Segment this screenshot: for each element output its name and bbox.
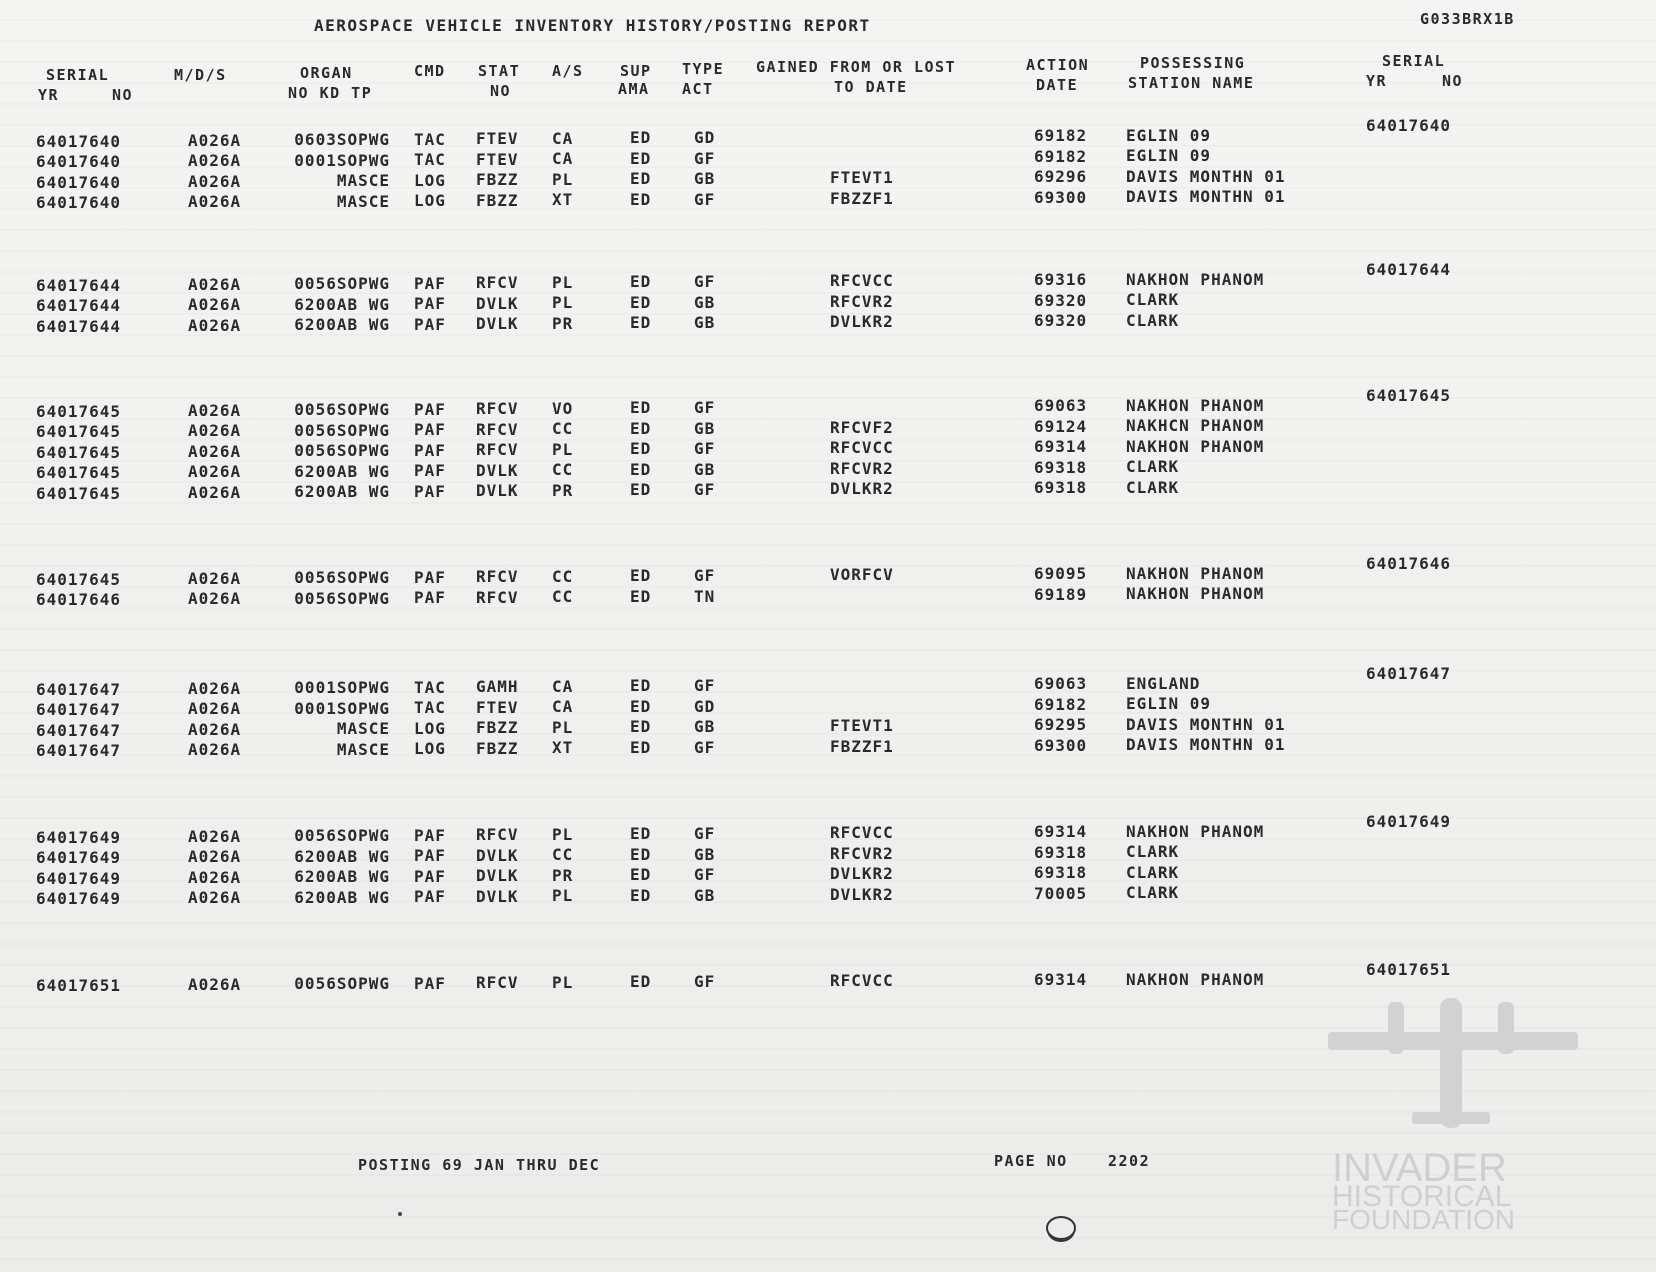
cell-action-date: 69314 <box>1034 437 1088 457</box>
header-serial-yr: YR <box>38 86 60 104</box>
invader-watermark <box>1318 990 1568 1235</box>
cell-cmd: LOG <box>414 191 446 211</box>
cell-type: GD <box>694 696 716 716</box>
cell-sup: ED <box>630 566 652 586</box>
cell-station: NAKHON PHANOM <box>1126 563 1265 583</box>
cell-stat: GAMH <box>476 677 519 697</box>
cell-organ: 0001SOPWG <box>294 698 390 718</box>
cell-mds: A026A <box>188 421 242 441</box>
cell-gained: FBZZF1 <box>830 188 894 208</box>
report-title: AEROSPACE VEHICLE INVENTORY HISTORY/POSTING REPORT <box>314 16 871 35</box>
cell-type: GF <box>694 148 716 168</box>
cell-stat: FBZZ <box>476 170 519 190</box>
cell-gained: RFCVCC <box>830 438 894 458</box>
cell-type: GB <box>694 459 716 479</box>
cell-cmd: PAF <box>414 273 446 293</box>
cell-organ: MASCE <box>336 739 390 759</box>
cell-organ: 6200AB WG <box>294 461 390 481</box>
cell-station: CLARK <box>1126 457 1180 477</box>
cell-serial: 64017646 <box>36 590 122 610</box>
cell-stat: DVLK <box>476 460 519 480</box>
cell-action-date: 69124 <box>1034 416 1088 436</box>
cell-gained: FTEVT1 <box>830 168 894 188</box>
cell-serial: 64017645 <box>36 401 122 421</box>
cell-cmd: LOG <box>414 718 446 738</box>
cell-as: PL <box>552 169 574 189</box>
cell-stat: DVLK <box>476 845 519 865</box>
cell-cmd: TAC <box>414 129 446 149</box>
watermark-line-3: FOUNDATION <box>1332 1204 1516 1235</box>
cell-sup: ED <box>630 169 652 189</box>
cell-mds: A026A <box>188 192 242 212</box>
cell-serial: 64017640 <box>36 131 122 151</box>
header-sup-ama: AMA <box>618 80 650 98</box>
punch-hole-mark <box>1044 1214 1078 1242</box>
header-type: TYPE <box>682 60 725 78</box>
cell-stat: DVLK <box>476 866 519 886</box>
header-serial: SERIAL <box>46 66 110 84</box>
cell-action-date: 69063 <box>1034 674 1088 694</box>
cell-organ: MASCE <box>336 191 390 211</box>
cell-action-date: 69295 <box>1034 715 1088 735</box>
cell-as: PR <box>552 865 574 885</box>
header-as: A/S <box>552 62 584 80</box>
cell-action-date: 69189 <box>1034 584 1088 604</box>
cell-stat: RFCV <box>476 419 519 439</box>
cell-stat: DVLK <box>476 481 519 501</box>
cell-station: EGLIN 09 <box>1126 694 1212 714</box>
cell-type: GB <box>694 292 716 312</box>
cell-as: PR <box>552 480 574 500</box>
group-serial-right: 64017640 <box>1366 116 1452 135</box>
aircraft-silhouette-icon <box>1328 990 1578 1140</box>
cell-action-date: 69318 <box>1034 457 1088 477</box>
cell-cmd: PAF <box>414 825 446 845</box>
cell-mds: A026A <box>188 462 242 482</box>
group-serial-right: 64017644 <box>1366 260 1452 279</box>
cell-station: DAVIS MONTHN 01 <box>1126 187 1286 207</box>
header-mds: M/D/S <box>174 66 227 84</box>
page-number-label: PAGE NO <box>994 1152 1068 1170</box>
cell-serial: 64017649 <box>36 827 122 847</box>
cell-serial: 64017645 <box>36 569 122 589</box>
cell-organ: 0603SOPWG <box>294 130 390 150</box>
cell-as: VO <box>552 398 574 418</box>
cell-as: CA <box>552 128 574 148</box>
cell-sup: ED <box>630 737 652 757</box>
cell-mds: A026A <box>188 719 242 739</box>
cell-serial: 64017649 <box>36 889 122 909</box>
header-organ: ORGAN <box>300 64 353 82</box>
watermark-line-1: INVADER <box>1332 1146 1507 1190</box>
cell-action-date: 69095 <box>1034 564 1088 584</box>
header-cmd: CMD <box>414 62 446 80</box>
cell-station: CLARK <box>1126 290 1180 310</box>
cell-serial: 64017649 <box>36 848 122 868</box>
header-possessing: POSSESSING <box>1140 54 1246 72</box>
cell-as: PL <box>552 824 574 844</box>
cell-type: GF <box>694 824 716 844</box>
cell-action-date: 69300 <box>1034 735 1088 755</box>
cell-cmd: PAF <box>414 846 446 866</box>
cell-gained: RFCVCC <box>830 971 894 991</box>
cell-mds: A026A <box>188 568 242 588</box>
cell-type: GF <box>694 865 716 885</box>
cell-stat: DVLK <box>476 886 519 906</box>
cell-gained: DVLKR2 <box>830 884 894 904</box>
cell-mds: A026A <box>188 678 242 698</box>
cell-type: GB <box>694 418 716 438</box>
cell-sup: ED <box>630 717 652 737</box>
cell-serial: 64017645 <box>36 483 122 503</box>
header-serial-right: SERIAL <box>1382 52 1446 70</box>
header-gained-date: TO DATE <box>834 78 908 96</box>
cell-type: GF <box>694 272 716 292</box>
cell-as: CA <box>552 697 574 717</box>
cell-mds: A026A <box>188 740 242 760</box>
cell-type: GF <box>694 480 716 500</box>
cell-gained: DVLKR2 <box>830 312 894 332</box>
cell-mds: A026A <box>188 130 242 150</box>
cell-cmd: PAF <box>414 588 446 608</box>
header-serial-right-no: NO <box>1442 72 1464 90</box>
cell-station: NAKHON PHANOM <box>1126 969 1265 989</box>
cell-station: CLARK <box>1126 883 1180 903</box>
cell-sup: ED <box>630 398 652 418</box>
header-stat: STAT <box>478 62 521 80</box>
cell-sup: ED <box>630 480 652 500</box>
report-code: G033BRX1B <box>1420 10 1515 28</box>
header-organ-sub: NO KD TP <box>288 84 373 102</box>
cell-mds: A026A <box>188 315 242 335</box>
cell-as: PR <box>552 313 574 333</box>
cell-as: CC <box>552 845 574 865</box>
cell-station: NAKHON PHANOM <box>1126 821 1265 841</box>
cell-serial: 64017640 <box>36 193 122 213</box>
cell-serial: 64017647 <box>36 741 122 761</box>
cell-mds: A026A <box>188 699 242 719</box>
cell-action-date: 69320 <box>1034 290 1088 310</box>
cell-action-date: 69296 <box>1034 167 1088 187</box>
cell-gained: RFCVCC <box>830 271 894 291</box>
cell-stat: RFCV <box>476 567 519 587</box>
cell-as: PL <box>552 293 574 313</box>
cell-cmd: PAF <box>414 314 446 334</box>
cell-sup: ED <box>630 696 652 716</box>
cell-cmd: TAC <box>414 150 446 170</box>
cell-stat: RFCV <box>476 399 519 419</box>
cell-action-date: 69318 <box>1034 478 1088 498</box>
cell-serial: 64017647 <box>36 720 122 740</box>
cell-organ: MASCE <box>336 719 390 739</box>
cell-type: TN <box>694 586 716 606</box>
cell-type: GF <box>694 972 716 992</box>
cell-cmd: TAC <box>414 698 446 718</box>
cell-organ: 6200AB WG <box>294 315 390 335</box>
cell-sup: ED <box>630 586 652 606</box>
cell-organ: 0056SOPWG <box>294 420 390 440</box>
cell-gained: RFCVR2 <box>830 843 894 863</box>
cell-mds: A026A <box>188 974 242 994</box>
cell-sup: ED <box>630 824 652 844</box>
cell-action-date: 69063 <box>1034 396 1088 416</box>
cell-type: GB <box>694 313 716 333</box>
cell-station: EGLIN 09 <box>1126 125 1212 145</box>
cell-type: GF <box>694 676 716 696</box>
cell-stat: RFCV <box>476 273 519 293</box>
cell-serial: 64017645 <box>36 442 122 462</box>
cell-as: CC <box>552 460 574 480</box>
cell-action-date: 69318 <box>1034 842 1088 862</box>
cell-serial: 64017649 <box>36 868 122 888</box>
cell-station: CLARK <box>1126 477 1180 497</box>
cell-serial: 64017645 <box>36 463 122 483</box>
cell-type: GB <box>694 885 716 905</box>
posting-period: POSTING 69 JAN THRU DEC <box>358 1156 601 1174</box>
cell-type: GD <box>694 128 716 148</box>
cell-gained: FTEVT1 <box>830 716 894 736</box>
cell-cmd: LOG <box>414 739 446 759</box>
cell-mds: A026A <box>188 482 242 502</box>
cell-mds: A026A <box>188 171 242 191</box>
cell-mds: A026A <box>188 400 242 420</box>
cell-action-date: 69300 <box>1034 187 1088 207</box>
cell-serial: 64017644 <box>36 316 122 336</box>
cell-mds: A026A <box>188 826 242 846</box>
cell-sup: ED <box>630 865 652 885</box>
cell-organ: 6200AB WG <box>294 294 390 314</box>
cell-action-date: 69182 <box>1034 126 1088 146</box>
cell-stat: RFCV <box>476 973 519 993</box>
cell-action-date: 69182 <box>1034 694 1088 714</box>
cell-station: ENGLAND <box>1126 673 1201 693</box>
page-number: 2202 <box>1108 1152 1151 1170</box>
cell-serial: 64017644 <box>36 275 122 295</box>
cell-mds: A026A <box>188 867 242 887</box>
cell-station: DAVIS MONTHN 01 <box>1126 166 1286 186</box>
cell-cmd: PAF <box>414 461 446 481</box>
cell-serial: 64017644 <box>36 296 122 316</box>
cell-organ: 0056SOPWG <box>294 274 390 294</box>
cell-station: NAKHCN PHANOM <box>1126 416 1265 436</box>
cell-sup: ED <box>630 844 652 864</box>
cell-action-date: 69314 <box>1034 822 1088 842</box>
cell-organ: 0056SOPWG <box>294 400 390 420</box>
cell-sup: ED <box>630 418 652 438</box>
cell-type: GF <box>694 737 716 757</box>
cell-stat: FTEV <box>476 129 519 149</box>
cell-as: CC <box>552 566 574 586</box>
group-serial-right: 64017646 <box>1366 554 1452 573</box>
cell-stat: DVLK <box>476 314 519 334</box>
header-serial-right-yr: YR <box>1366 72 1388 90</box>
cell-cmd: PAF <box>414 440 446 460</box>
cell-stat: RFCV <box>476 587 519 607</box>
cell-mds: A026A <box>188 589 242 609</box>
cell-as: CA <box>552 149 574 169</box>
cell-cmd: PAF <box>414 887 446 907</box>
cell-mds: A026A <box>188 295 242 315</box>
cell-mds: A026A <box>188 441 242 461</box>
cell-sup: ED <box>630 128 652 148</box>
cell-cmd: PAF <box>414 294 446 314</box>
group-serial-right: 64017645 <box>1366 386 1452 405</box>
cell-as: CA <box>552 676 574 696</box>
cell-sup: ED <box>630 272 652 292</box>
group-serial-right: 64017651 <box>1366 960 1452 979</box>
cell-organ: 6200AB WG <box>294 846 390 866</box>
cell-serial: 64017640 <box>36 152 122 172</box>
cell-station: NAKHON PHANOM <box>1126 395 1265 415</box>
cell-as: CC <box>552 587 574 607</box>
cell-sup: ED <box>630 313 652 333</box>
cell-organ: 0056SOPWG <box>294 588 390 608</box>
cell-organ: 0001SOPWG <box>294 678 390 698</box>
cell-stat: FTEV <box>476 697 519 717</box>
cell-organ: 0056SOPWG <box>294 974 390 994</box>
header-sup: SUP <box>620 62 652 80</box>
cell-type: GF <box>694 439 716 459</box>
cell-action-date: 69182 <box>1034 146 1088 166</box>
cell-mds: A026A <box>188 888 242 908</box>
cell-gained: DVLKR2 <box>830 864 894 884</box>
header-serial-no: NO <box>112 86 134 104</box>
cell-cmd: PAF <box>414 420 446 440</box>
cell-stat: RFCV <box>476 825 519 845</box>
cell-as: PL <box>552 972 574 992</box>
header-gained: GAINED FROM OR LOST <box>756 58 957 76</box>
cell-stat: FBZZ <box>476 718 519 738</box>
cell-gained: RFCVCC <box>830 823 894 843</box>
cell-sup: ED <box>630 885 652 905</box>
cell-cmd: PAF <box>414 399 446 419</box>
header-action: ACTION <box>1026 56 1090 74</box>
cell-sup: ED <box>630 292 652 312</box>
cell-gained: RFCVR2 <box>830 458 894 478</box>
cell-type: GB <box>694 717 716 737</box>
stray-dot <box>398 1212 402 1216</box>
cell-sup: ED <box>630 189 652 209</box>
cell-organ: 0056SOPWG <box>294 568 390 588</box>
cell-sup: ED <box>630 148 652 168</box>
cell-organ: 6200AB WG <box>294 482 390 502</box>
header-station-name: STATION NAME <box>1128 74 1255 92</box>
header-action-date: DATE <box>1036 76 1079 94</box>
cell-cmd: PAF <box>414 973 446 993</box>
cell-stat: FBZZ <box>476 738 519 758</box>
group-serial-right: 64017647 <box>1366 664 1452 683</box>
cell-serial: 64017651 <box>36 975 122 995</box>
watermark-line-2: HISTORICAL <box>1332 1180 1512 1213</box>
cell-gained: RFCVR2 <box>830 291 894 311</box>
cell-type: GF <box>694 566 716 586</box>
cell-organ: 6200AB WG <box>294 867 390 887</box>
cell-cmd: PAF <box>414 481 446 501</box>
cell-mds: A026A <box>188 847 242 867</box>
cell-station: DAVIS MONTHN 01 <box>1126 735 1286 755</box>
cell-sup: ED <box>630 459 652 479</box>
cell-as: CC <box>552 419 574 439</box>
cell-as: XT <box>552 738 574 758</box>
cell-as: PL <box>552 439 574 459</box>
cell-serial: 64017647 <box>36 700 122 720</box>
cell-gained: DVLKR2 <box>830 479 894 499</box>
cell-station: NAKHON PHANOM <box>1126 584 1265 604</box>
cell-station: NAKHON PHANOM <box>1126 269 1265 289</box>
cell-station: CLARK <box>1126 862 1180 882</box>
cell-gained: FBZZF1 <box>830 736 894 756</box>
cell-action-date: 69320 <box>1034 311 1088 331</box>
cell-serial: 64017645 <box>36 422 122 442</box>
cell-station: CLARK <box>1126 310 1180 330</box>
cell-gained: RFCVF2 <box>830 417 894 437</box>
header-stat-no: NO <box>490 82 512 100</box>
cell-stat: FTEV <box>476 149 519 169</box>
header-type-act: ACT <box>682 80 714 98</box>
cell-station: DAVIS MONTHN 01 <box>1126 714 1286 734</box>
cell-station: CLARK <box>1126 842 1180 862</box>
cell-organ: 0056SOPWG <box>294 826 390 846</box>
cell-organ: 0001SOPWG <box>294 150 390 170</box>
cell-serial: 64017647 <box>36 679 122 699</box>
cell-as: PL <box>552 717 574 737</box>
cell-stat: RFCV <box>476 440 519 460</box>
cell-sup: ED <box>630 439 652 459</box>
cell-organ: 0056SOPWG <box>294 441 390 461</box>
cell-cmd: PAF <box>414 866 446 886</box>
cell-organ: 6200AB WG <box>294 887 390 907</box>
cell-sup: ED <box>630 676 652 696</box>
cell-gained: VORFCV <box>830 565 894 585</box>
cell-cmd: PAF <box>414 567 446 587</box>
cell-action-date: 69318 <box>1034 863 1088 883</box>
cell-cmd: TAC <box>414 677 446 697</box>
cell-serial: 64017640 <box>36 172 122 192</box>
cell-stat: DVLK <box>476 293 519 313</box>
cell-station: NAKHON PHANOM <box>1126 436 1265 456</box>
cell-as: PL <box>552 886 574 906</box>
cell-type: GB <box>694 844 716 864</box>
cell-sup: ED <box>630 972 652 992</box>
cell-as: PL <box>552 272 574 292</box>
cell-mds: A026A <box>188 274 242 294</box>
cell-action-date: 69316 <box>1034 270 1088 290</box>
cell-station: EGLIN 09 <box>1126 146 1212 166</box>
cell-cmd: LOG <box>414 170 446 190</box>
cell-action-date: 69314 <box>1034 970 1088 990</box>
cell-type: GF <box>694 189 716 209</box>
cell-type: GB <box>694 169 716 189</box>
cell-stat: FBZZ <box>476 190 519 210</box>
cell-as: XT <box>552 190 574 210</box>
cell-mds: A026A <box>188 151 242 171</box>
cell-type: GF <box>694 398 716 418</box>
cell-action-date: 70005 <box>1034 883 1088 903</box>
cell-organ: MASCE <box>336 171 390 191</box>
group-serial-right: 64017649 <box>1366 812 1452 831</box>
